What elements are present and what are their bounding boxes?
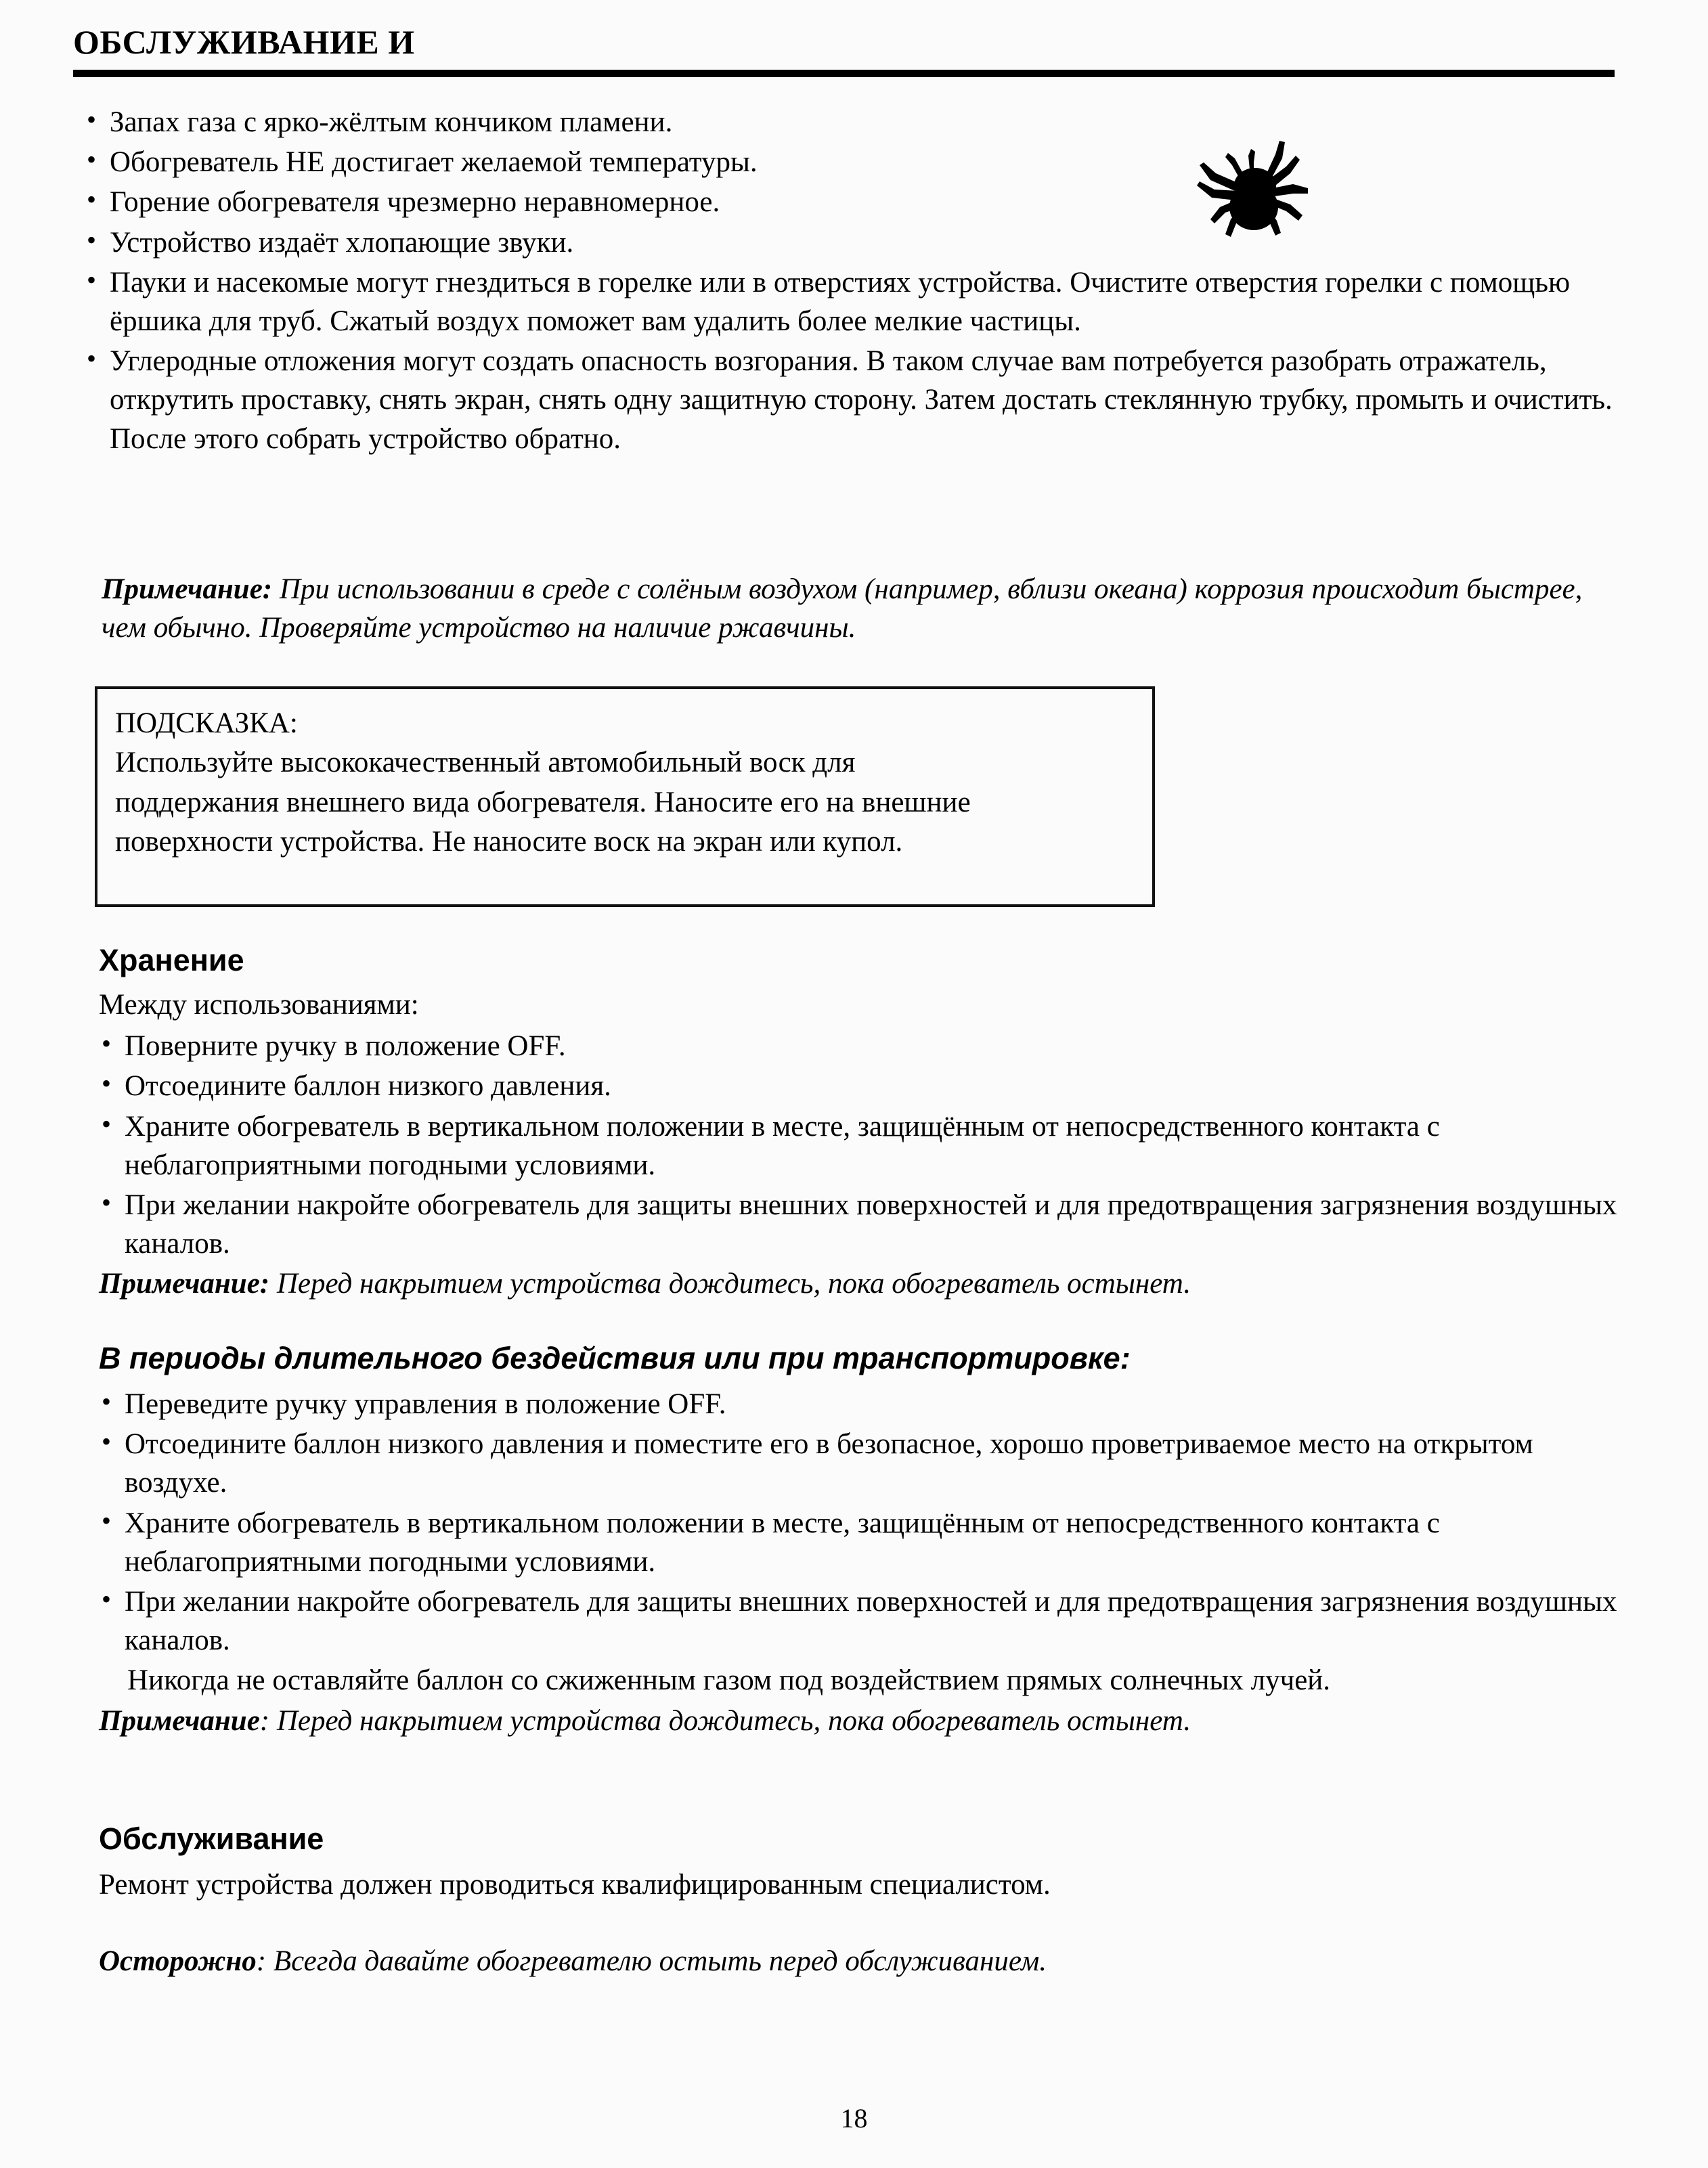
list-item: • При желании накройте обогреватель для защиты внешних поверхностей и для предотвращения загрязнения воздушных каналов.	[99, 1186, 1629, 1263]
header-divider	[73, 70, 1615, 77]
storage-note	[99, 1264, 1629, 1303]
list-item: • Запах газа с ярко-жёлтым кончиком пламени.	[84, 103, 1179, 141]
page-title: ОБСЛУЖИВАНИЕ И	[73, 23, 415, 61]
note-label: Примечание:	[99, 1268, 270, 1300]
tip-line-1: Используйте высококачественный автомобильный воск для	[115, 747, 856, 779]
symptom-list	[84, 103, 1627, 460]
list-item: • Горение обогревателя чрезмерно неравномерное.	[84, 183, 1179, 221]
note-body: При использовании в среде с солёным воздухом (например, вблизи океана) коррозия происходит быстрее, чем обычно. Проверяйте устройство на наличие ржавчины.	[102, 573, 1583, 644]
longterm-note	[99, 1702, 1629, 1740]
list-item: • Устройство издаёт хлопающие звуки.	[84, 223, 1179, 262]
page-number: 18	[840, 2103, 868, 2133]
list-item: • Отсоедините баллон низкого давления и поместите его в безопасное, хорошо проветриваемое место на открытом воздухе.	[99, 1425, 1629, 1502]
storage-intro: Между использованиями:	[99, 989, 419, 1021]
note-label: Примечание:	[102, 573, 273, 605]
service-heading: Обслуживание	[99, 1821, 324, 1856]
note-body: : Перед накрытием устройства дождитесь, пока обогреватель остынет.	[259, 1704, 1191, 1737]
list-item: • Углеродные отложения могут создать опасность возгорания. В таком случае вам потребуется разобрать отражатель, открутить проставку, снять экран, снять одну защитную сторону. Затем достать стеклянную трубку, промыть и очистить. После этого собрать устройство обратно.	[84, 342, 1627, 458]
list-item: • Переведите ручку управления в положение OFF.	[99, 1385, 1629, 1423]
service-section	[99, 1821, 1629, 1981]
storage-list	[99, 1027, 1629, 1263]
longterm-list	[99, 1385, 1629, 1660]
service-text: Ремонт устройства должен проводиться квалифицированным специалистом.	[99, 1869, 1051, 1901]
service-caution	[99, 1942, 1629, 1981]
caution-label: Осторожно	[99, 1945, 257, 1978]
storage-section	[99, 942, 1629, 1304]
list-item: • Пауки и насекомые могут гнездиться в горелке или в отверстиях устройства. Очистите отверстия горелки с помощью ёршика для труб. Сжатый воздух поможет вам удалить более мелкие частицы.	[84, 263, 1627, 340]
list-item: • Обогреватель НЕ достигает желаемой температуры.	[84, 143, 1179, 181]
storage-heading: Хранение	[99, 943, 244, 977]
tip-label: ПОДСКАЗКА:	[115, 707, 298, 739]
note-body: Перед накрытием устройства дождитесь, пока обогреватель остынет.	[269, 1268, 1191, 1300]
tip-line-3: поверхности устройства. Не наносите воск на экран или купол.	[115, 826, 903, 858]
list-item: • При желании накройте обогреватель для защиты внешних поверхностей и для предотвращения загрязнения воздушных каналов.	[99, 1583, 1629, 1660]
list-item: • Храните обогреватель в вертикальном положении в месте, защищённым от непосредственного контакта с неблагоприятными погодными условиями.	[99, 1504, 1629, 1581]
tip-box	[95, 686, 1155, 907]
salt-air-note	[102, 570, 1625, 647]
longterm-heading: В периоды длительного бездействия или при транспортировке:	[99, 1341, 1131, 1375]
caution-body: : Всегда давайте обогревателю остыть перед обслуживанием.	[256, 1945, 1047, 1978]
longterm-extra-line: Никогда не оставляйте баллон со сжиженным газом под воздействием прямых солнечных лучей.	[127, 1664, 1331, 1697]
tip-line-2: поддержания внешнего вида обогревателя. Наносите его на внешние	[115, 786, 971, 818]
list-item: • Поверните ручку в положение OFF.	[99, 1027, 1629, 1065]
note-label: Примечание	[99, 1704, 260, 1737]
list-item: • Храните обогреватель в вертикальном положении в месте, защищённым от непосредственного контакта с неблагоприятными погодными условиями.	[99, 1107, 1629, 1185]
page-header	[73, 24, 1623, 77]
longterm-section	[99, 1340, 1629, 1740]
list-item: • Отсоедините баллон низкого давления.	[99, 1067, 1629, 1105]
